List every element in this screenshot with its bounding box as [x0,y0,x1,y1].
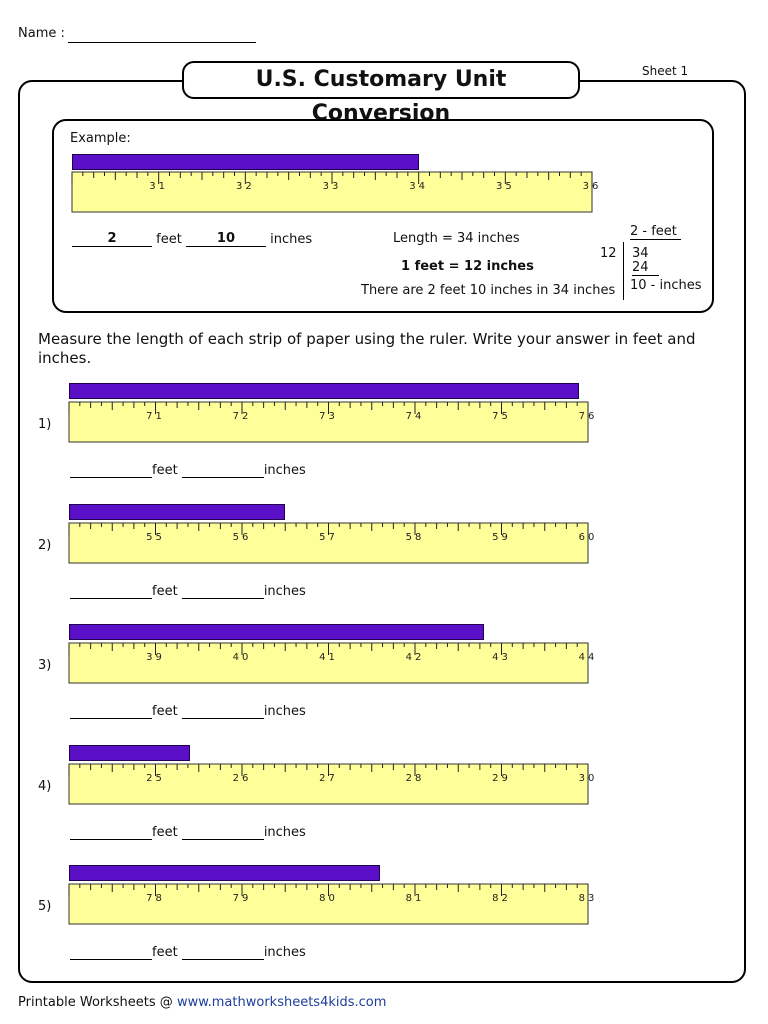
answer-line [70,462,306,478]
sheet-number: Sheet 1 [642,64,689,78]
ruler-1 [69,402,598,442]
division-remainder: 10 - inches [630,278,702,293]
inches-label: inches [263,463,306,478]
division-quotient: 2 - feet [630,224,681,240]
example-inches-answer: 10 [186,231,266,247]
ruler-5-inch-label: 80 [319,893,338,904]
problem-number: 2) [38,537,52,553]
ruler-3-inch-label: 42 [405,652,425,663]
example-ruler [72,172,602,212]
ruler-2-inch-label: 55 [146,531,165,543]
ruler-2 [69,523,598,563]
answer-line [70,583,306,599]
example-label: Example: [70,131,131,146]
feet-answer-blank[interactable] [70,944,152,960]
name-label: Name : [18,26,65,41]
inches-label: inches [263,945,306,960]
ruler-3-inch-label: 44 [578,652,598,663]
footer-prefix: Printable Worksheets @ [18,995,177,1010]
ruler-4 [69,764,598,804]
answer-line [70,703,306,719]
page-title: U.S. Customary Unit Conversion [182,61,580,99]
answer-line [70,944,306,960]
feet-answer-blank[interactable] [70,462,152,478]
ruler-2-inch-label: 60 [578,531,598,543]
ruler-1-inch-label: 71 [146,411,165,422]
name-input-line[interactable] [68,42,256,43]
ruler-4-inch-label: 29 [492,772,511,784]
ruler-1-inch-label: 72 [232,411,252,422]
ruler-1-inch-label: 73 [319,411,338,422]
example-inches-label: inches [270,232,313,247]
inches-answer-blank[interactable] [182,703,264,719]
footer-link[interactable]: www.mathworksheets4kids.com [176,995,387,1010]
ruler-4-inch-label: 26 [232,772,252,784]
ruler-4-inch-label: 28 [405,772,425,784]
example-feet-label: feet [156,232,182,247]
example-paper-strip [72,154,419,170]
ruler-5 [69,884,598,924]
feet-answer-blank[interactable] [70,703,152,719]
answer-line [70,824,306,840]
ruler-2-inch-label: 59 [492,531,511,543]
example-ruler-inch-label: 34 [409,181,429,192]
problem-number: 4) [38,778,52,794]
problem-number: 5) [38,899,52,914]
example-ruler-inch-label: 35 [495,181,515,192]
example-result-text: There are 2 feet 10 inches in 34 inches [361,283,616,298]
feet-label: feet [152,463,178,478]
ruler-4-inch-label: 27 [319,772,338,784]
example-length-text: Length = 34 inches [393,231,520,246]
ruler-4-inch-label: 30 [578,772,598,784]
inches-answer-blank[interactable] [182,462,264,478]
ruler-3 [69,643,598,683]
inches-label: inches [263,824,306,840]
ruler-5-inch-label: 82 [492,893,511,904]
division-dividend: 34 [632,246,649,261]
division-bracket [623,242,624,300]
ruler-1-inch-label: 75 [492,411,511,422]
inches-answer-blank[interactable] [182,944,264,960]
ruler-3-inch-label: 41 [319,652,338,663]
paper-strip-3 [69,624,484,640]
example-ruler-inch-label: 36 [582,181,602,192]
ruler-1-inch-label: 74 [405,411,425,422]
ruler-4-inch-label: 25 [146,772,165,784]
ruler-5-inch-label: 81 [405,893,425,904]
instructions: Measure the length of each strip of paper using the ruler. Write your answer in feet and inches. [38,330,696,367]
problem-number: 1) [38,417,52,432]
example-conversion-text: 1 feet = 12 inches [401,259,534,274]
ruler-3-inch-label: 39 [146,652,165,663]
example-ruler-inch-label: 33 [322,181,342,192]
feet-label: feet [152,704,178,719]
ruler-5-inch-label: 79 [232,893,252,904]
ruler-2-inch-label: 57 [319,531,338,543]
paper-strip-1 [69,383,579,399]
ruler-2-inch-label: 56 [232,531,252,543]
ruler-3-inch-label: 40 [232,652,252,663]
inches-answer-blank[interactable] [182,824,264,840]
ruler-5-inch-label: 78 [146,893,165,904]
problem-number: 3) [38,658,52,673]
long-division [600,224,710,304]
feet-answer-blank[interactable] [70,824,152,840]
paper-strip-4 [69,745,190,761]
division-subtract: 24 [632,260,659,276]
ruler-2-inch-label: 58 [405,531,425,543]
feet-answer-blank[interactable] [70,583,152,599]
inches-answer-blank[interactable] [182,583,264,599]
example-ruler-inch-label: 32 [235,181,255,192]
inches-label: inches [263,583,306,599]
ruler-3-inch-label: 43 [492,652,511,663]
division-divisor: 12 [600,246,617,261]
footer [18,995,386,1010]
inches-label: inches [263,704,306,719]
paper-strip-5 [69,865,380,881]
example-ruler-inch-label: 31 [149,181,169,192]
ruler-5-inch-label: 83 [578,893,598,904]
feet-label: feet [152,824,178,840]
feet-label: feet [152,583,178,599]
paper-strip-2 [69,504,285,520]
ruler-1-inch-label: 76 [578,411,598,422]
example-answer-line [72,231,312,247]
example-feet-answer: 2 [72,231,152,247]
feet-label: feet [152,945,178,960]
